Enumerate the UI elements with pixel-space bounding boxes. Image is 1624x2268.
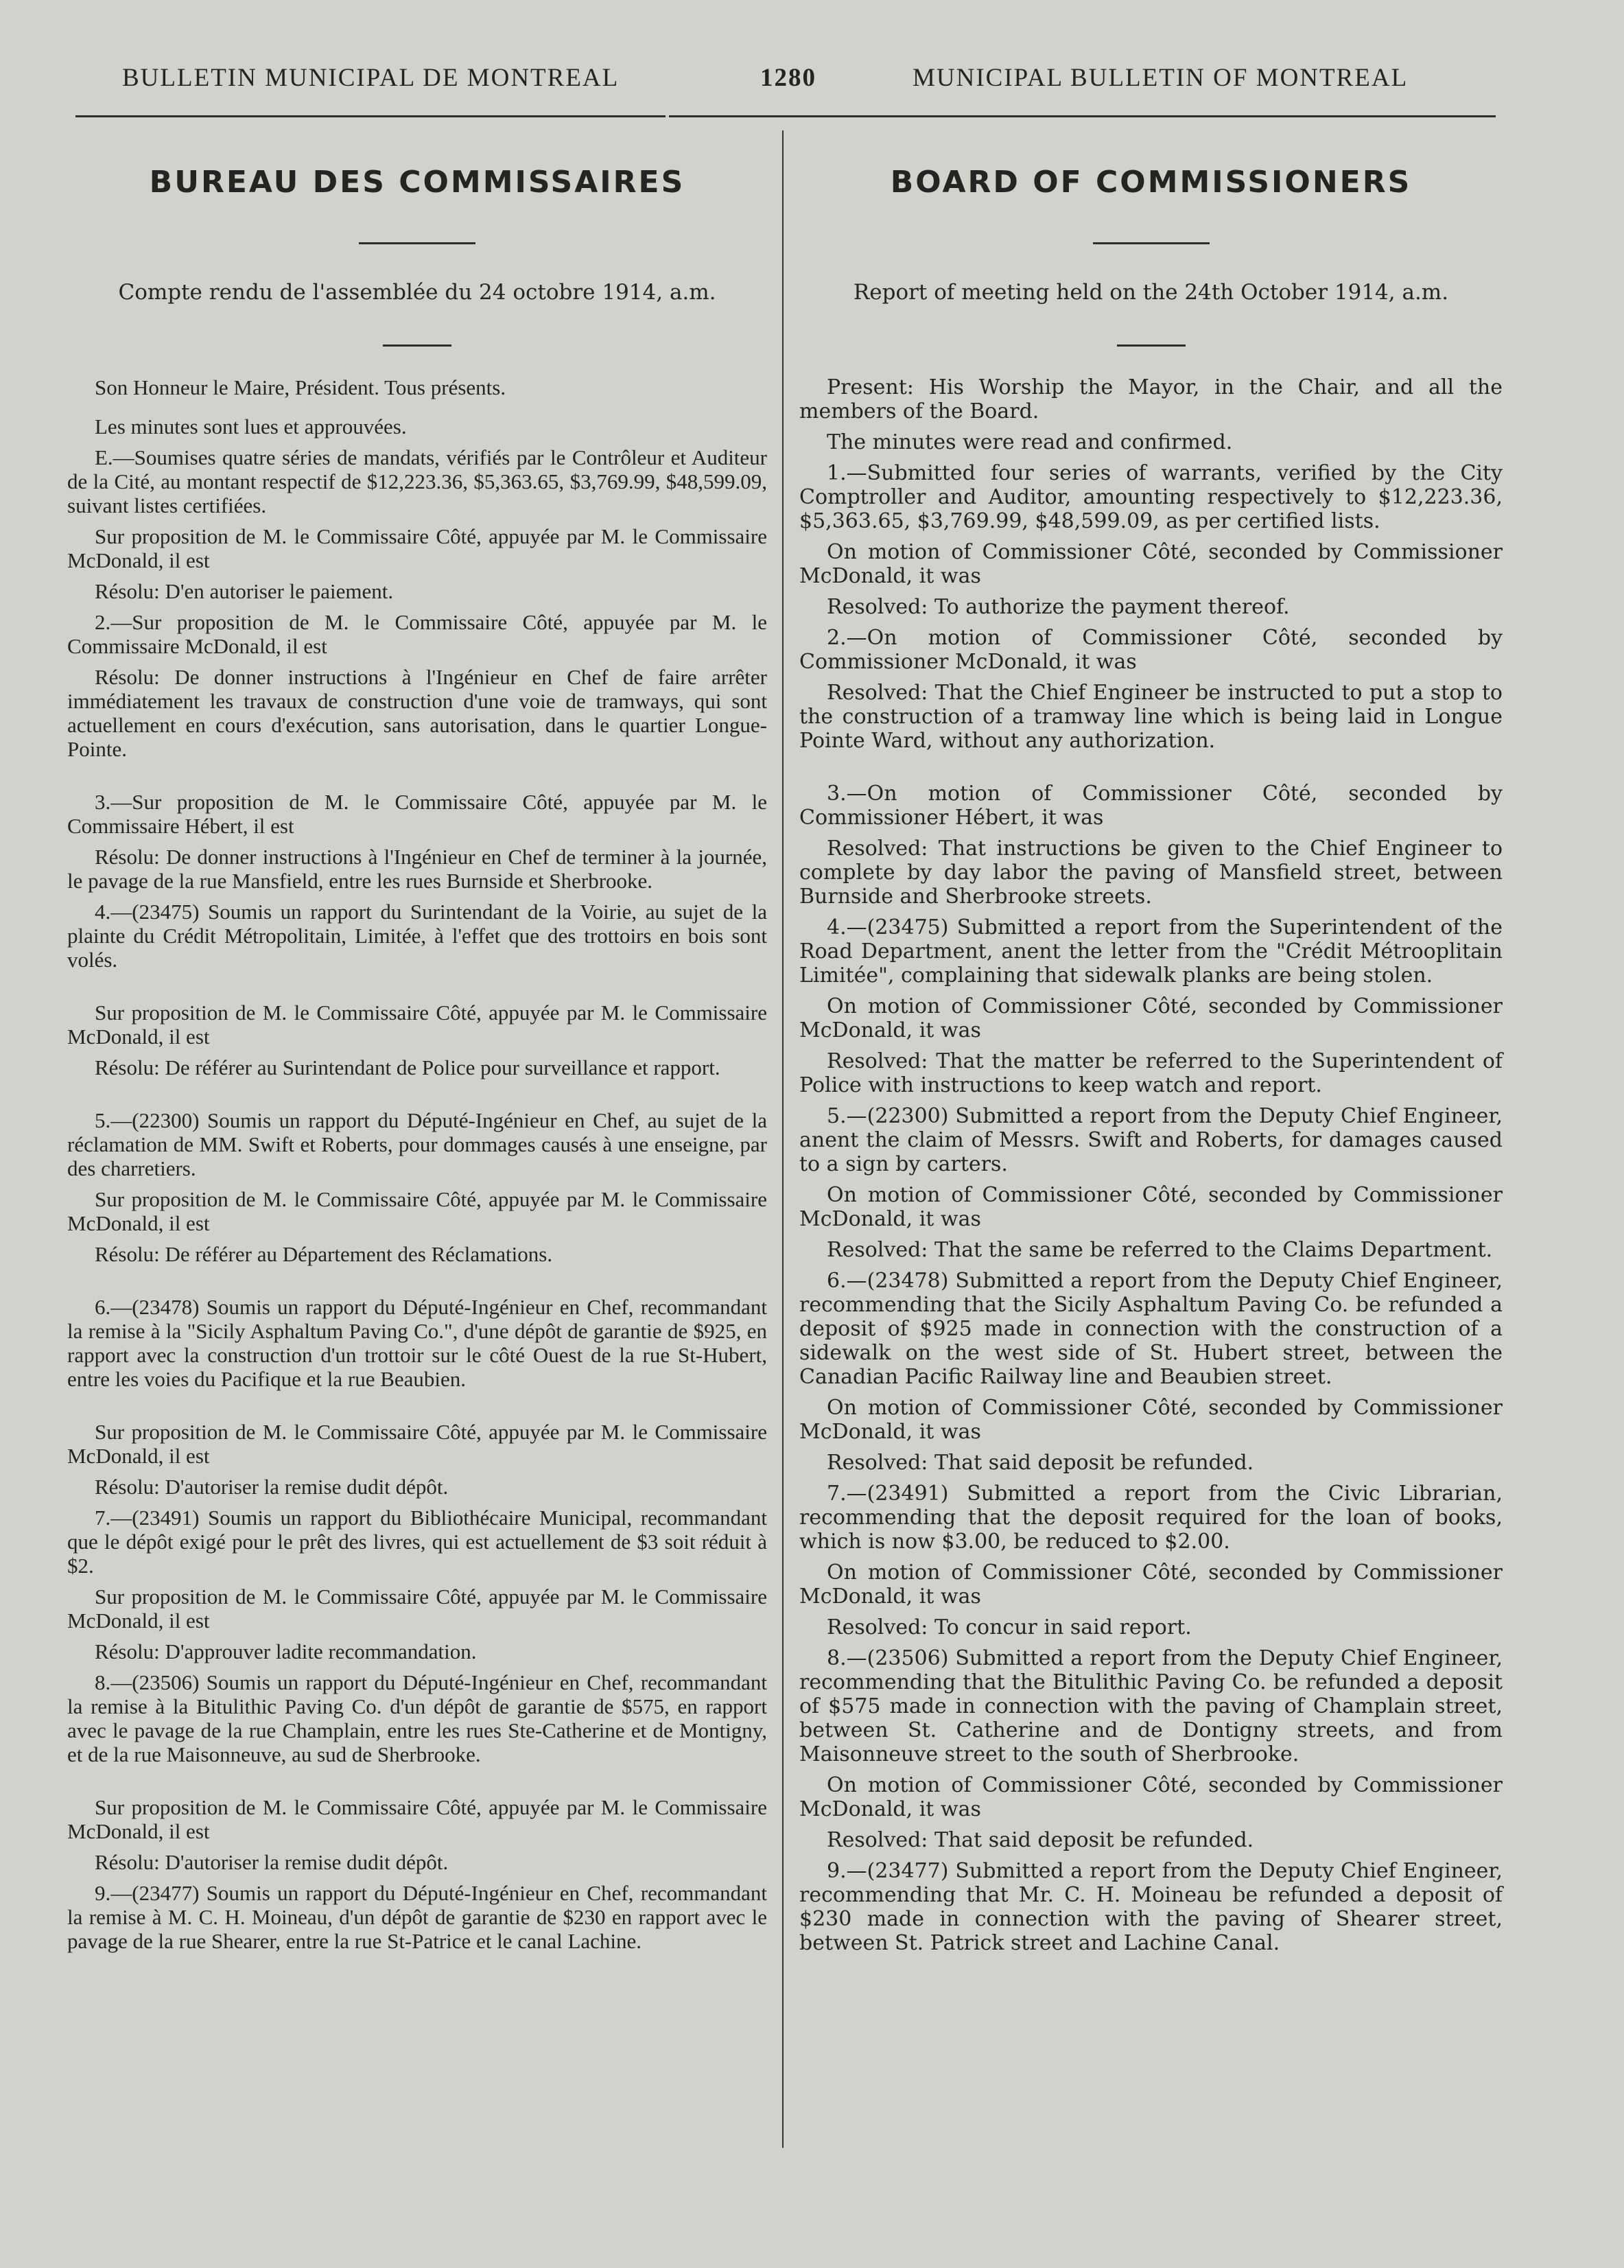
- header-english-title: MUNICIPAL BULLETIN OF MONTREAL: [913, 64, 1409, 92]
- french-meeting-subtitle: Compte rendu de l'assemblée du 24 octobre 1914, a.m.: [118, 280, 716, 305]
- english-paragraph: 1.—Submitted four series of warrants, verified by the City Comptroller and Auditor, amounting respectively to $12,223.36, $5,363.65, $3,769.99, $48,599.09, as per certified lists.: [799, 461, 1503, 533]
- header-french-title: BULLETIN MUNICIPAL DE MONTREAL: [122, 64, 620, 92]
- page-number: 1280: [760, 64, 816, 92]
- english-paragraph: Resolved: That said deposit be refunded.: [827, 1828, 1254, 1852]
- english-paragraph: On motion of Commissioner Côté, seconded by Commissioner McDonald, it was: [799, 1773, 1503, 1821]
- english-paragraph: 2.—On motion of Commissioner Côté, seconded by Commissioner McDonald, it was: [799, 626, 1503, 674]
- english-paragraph: 4.—(23475) Submitted a report from the Superintendent of the Road Department, anent the letter from the "Crédit Métrooplitain Limitée", complaining that sidewalk planks are being stolen.: [799, 915, 1503, 987]
- english-meeting-subtitle: Report of meeting held on the 24th October 1914, a.m.: [853, 280, 1449, 305]
- french-paragraph: Son Honneur le Maire, Président. Tous présents.: [95, 375, 506, 399]
- french-paragraph: Les minutes sont lues et approuvées.: [95, 414, 407, 439]
- french-paragraph: Sur proposition de M. le Commissaire Côté, appuyée par M. le Commissaire McDonald, il est: [67, 1585, 767, 1633]
- french-paragraph: Sur proposition de M. le Commissaire Côté, appuyée par M. le Commissaire McDonald, il est: [67, 524, 767, 572]
- english-paragraph: On motion of Commissioner Côté, seconded by Commissioner McDonald, it was: [799, 540, 1503, 588]
- french-minutes-body: [67, 375, 767, 1953]
- french-paragraph: Sur proposition de M. le Commissaire Côté, appuyée par M. le Commissaire McDonald, il est: [67, 1187, 767, 1235]
- french-section-title: BUREAU DES COMMISSAIRES: [149, 165, 685, 200]
- column-divider: [782, 130, 784, 2148]
- english-paragraph: On motion of Commissioner Côté, seconded by Commissioner McDonald, it was: [799, 994, 1503, 1042]
- french-paragraph: Sur proposition de M. le Commissaire Côté, appuyée par M. le Commissaire McDonald, il est: [67, 1420, 767, 1468]
- header-rule-left: [75, 115, 666, 117]
- french-paragraph: Résolu: De référer au Département des Réclamations.: [95, 1242, 553, 1266]
- english-paragraph: 8.—(23506) Submitted a report from the Deputy Chief Engineer, recommending that the Bitulithic Paving Co. be refunded a deposit of $575 made in connection with the paving of Champlain street, between St. Catherine and de Dontigny streets, and from Maisonneuve street to the south of Sherbrooke.: [799, 1646, 1503, 1766]
- french-paragraph: 5.—(22300) Soumis un rapport du Député-Ingénieur en Chef, au sujet de la réclamation de MM. Swift et Roberts, pour dommages causés à une enseigne, par des charretiers.: [67, 1108, 767, 1180]
- english-paragraph: On motion of Commissioner Côté, seconded by Commissioner McDonald, it was: [799, 1183, 1503, 1231]
- french-paragraph: 7.—(23491) Soumis un rapport du Bibliothécaire Municipal, recommandant que le dépôt exigé pour le prêt des livres, qui est actuellement de $3 soit réduit à $2.: [67, 1506, 767, 1578]
- french-column: [67, 158, 767, 1960]
- french-paragraph: 3.—Sur proposition de M. le Commissaire Côté, appuyée par M. le Commissaire Hébert, il est: [67, 790, 767, 838]
- english-paragraph: On motion of Commissioner Côté, seconded by Commissioner McDonald, it was: [799, 1560, 1503, 1609]
- english-paragraph: Resolved: That instructions be given to the Chief Engineer to complete by day labor the paving of Mansfield street, between Burnside and Sherbrooke streets.: [799, 837, 1503, 909]
- english-paragraph: The minutes were read and confirmed.: [827, 430, 1233, 454]
- english-column: [799, 158, 1503, 1962]
- french-paragraph: 4.—(23475) Soumis un rapport du Surintendant de la Voirie, au sujet de la plainte du Crédit Métropolitain, Limitée, à l'effet que des trottoirs en bois sont volés.: [67, 900, 767, 972]
- english-paragraph: Resolved: To authorize the payment thereof.: [827, 595, 1290, 619]
- running-header: [75, 63, 1489, 97]
- english-paragraph: Resolved: That the same be referred to the Claims Department.: [827, 1238, 1493, 1262]
- english-paragraph: 7.—(23491) Submitted a report from the Civic Librarian, recommending that the deposit required for the loan of books, which is now $3.00, be reduced to $2.00.: [799, 1482, 1503, 1554]
- french-paragraph: 9.—(23477) Soumis un rapport du Député-Ingénieur en Chef, recommandant la remise à M. C. H. Moineau, d'un dépôt de garantie de $230 en rapport avec le pavage de la rue Shearer, entre la rue St-Patrice et le canal Lachine.: [67, 1881, 767, 1953]
- header-rule-right: [669, 115, 1496, 117]
- french-paragraph: Résolu: D'autoriser la remise dudit dépôt.: [95, 1850, 449, 1874]
- french-paragraph: Résolu: De donner instructions à l'Ingénieur en Chef de faire arrêter immédiatement les travaux de construction d'une voie de tramways, qui sont actuellement en cours d'exécution, sans autorisation, dans le quartier Longue-Pointe.: [67, 665, 767, 761]
- french-paragraph: Sur proposition de M. le Commissaire Côté, appuyée par M. le Commissaire McDonald, il est: [67, 1001, 767, 1049]
- english-paragraph: 6.—(23478) Submitted a report from the Deputy Chief Engineer, recommending that the Sicily Asphaltum Paving Co. be refunded a deposit of $925 made in connection with the construction of a sidewalk on the west side of St. Hubert street, between the Canadian Pacific Railway line and Beaubien street.: [799, 1269, 1503, 1389]
- english-title-rule: [1093, 242, 1210, 244]
- english-paragraph: Present: His Worship the Mayor, in the Chair, and all the members of the Board.: [799, 375, 1503, 423]
- french-title-rule: [359, 242, 475, 244]
- french-paragraph: Résolu: D'en autoriser le paiement.: [95, 579, 394, 603]
- french-paragraph: Résolu: De référer au Surintendant de Police pour surveillance et rapport.: [95, 1055, 720, 1079]
- english-section-title: BOARD OF COMMISSIONERS: [890, 165, 1412, 200]
- french-paragraph: Sur proposition de M. le Commissaire Côté, appuyée par M. le Commissaire McDonald, il est: [67, 1795, 767, 1843]
- french-paragraph: 6.—(23478) Soumis un rapport du Député-Ingénieur en Chef, recommandant la remise à la "Sicily Asphaltum Paving Co.", d'une dépôt de garantie de $925, en rapport avec la construction d'un trottoir sur le côté Ouest de la rue St-Hubert, entre les voies du Pacifique et la rue Beaubien.: [67, 1295, 767, 1391]
- english-paragraph: Resolved: That the matter be referred to the Superintendent of Police with instructions to keep watch and report.: [799, 1049, 1503, 1097]
- english-paragraph: Resolved: That said deposit be refunded.: [827, 1451, 1254, 1475]
- french-paragraph: 2.—Sur proposition de M. le Commissaire Côté, appuyée par M. le Commissaire McDonald, il est: [67, 610, 767, 658]
- french-paragraph: Résolu: De donner instructions à l'Ingénieur en Chef de terminer à la journée, le pavage de la rue Mansfield, entre les rues Burnside et Sherbrooke.: [67, 845, 767, 893]
- english-paragraph: On motion of Commissioner Côté, seconded by Commissioner McDonald, it was: [799, 1396, 1503, 1444]
- english-paragraph: 5.—(22300) Submitted a report from the Deputy Chief Engineer, anent the claim of Messrs. Swift and Roberts, for damages caused to a sign by carters.: [799, 1104, 1503, 1176]
- french-subtitle-rule: [383, 344, 451, 347]
- english-subtitle-rule: [1117, 344, 1186, 347]
- french-paragraph: Résolu: D'approuver ladite recommandation.: [95, 1639, 477, 1663]
- english-paragraph: Resolved: To concur in said report.: [827, 1615, 1192, 1639]
- french-paragraph: Résolu: D'autoriser la remise dudit dépôt.: [95, 1475, 449, 1499]
- english-paragraph: Resolved: That the Chief Engineer be instructed to put a stop to the construction of a tramway line which is being laid in Longue Pointe Ward, without any authorization.: [799, 681, 1503, 753]
- english-minutes-body: [799, 375, 1503, 1955]
- french-paragraph: 8.—(23506) Soumis un rapport du Député-Ingénieur en Chef, recommandant la remise à la Bitulithic Paving Co. d'un dépôt de garantie de $575, en rapport avec le pavage de la rue Champlain, entre les rues Ste-Catherine et de Montigny, et de la rue Maisonneuve, au sud de Sherbrooke.: [67, 1670, 767, 1766]
- english-paragraph: 9.—(23477) Submitted a report from the Deputy Chief Engineer, recommending that Mr. C. H. Moineau be refunded a deposit of $230 made in connection with the paving of Shearer street, between St. Patrick street and Lachine Canal.: [799, 1859, 1503, 1955]
- english-paragraph: 3.—On motion of Commissioner Côté, seconded by Commissioner Hébert, it was: [799, 782, 1503, 830]
- french-paragraph: E.—Soumises quatre séries de mandats, vérifiés par le Contrôleur et Auditeur de la Cité, au montant respectif de $12,223.36, $5,363.65, $3,769.99, $48,599.09, suivant listes certifiées.: [67, 445, 767, 517]
